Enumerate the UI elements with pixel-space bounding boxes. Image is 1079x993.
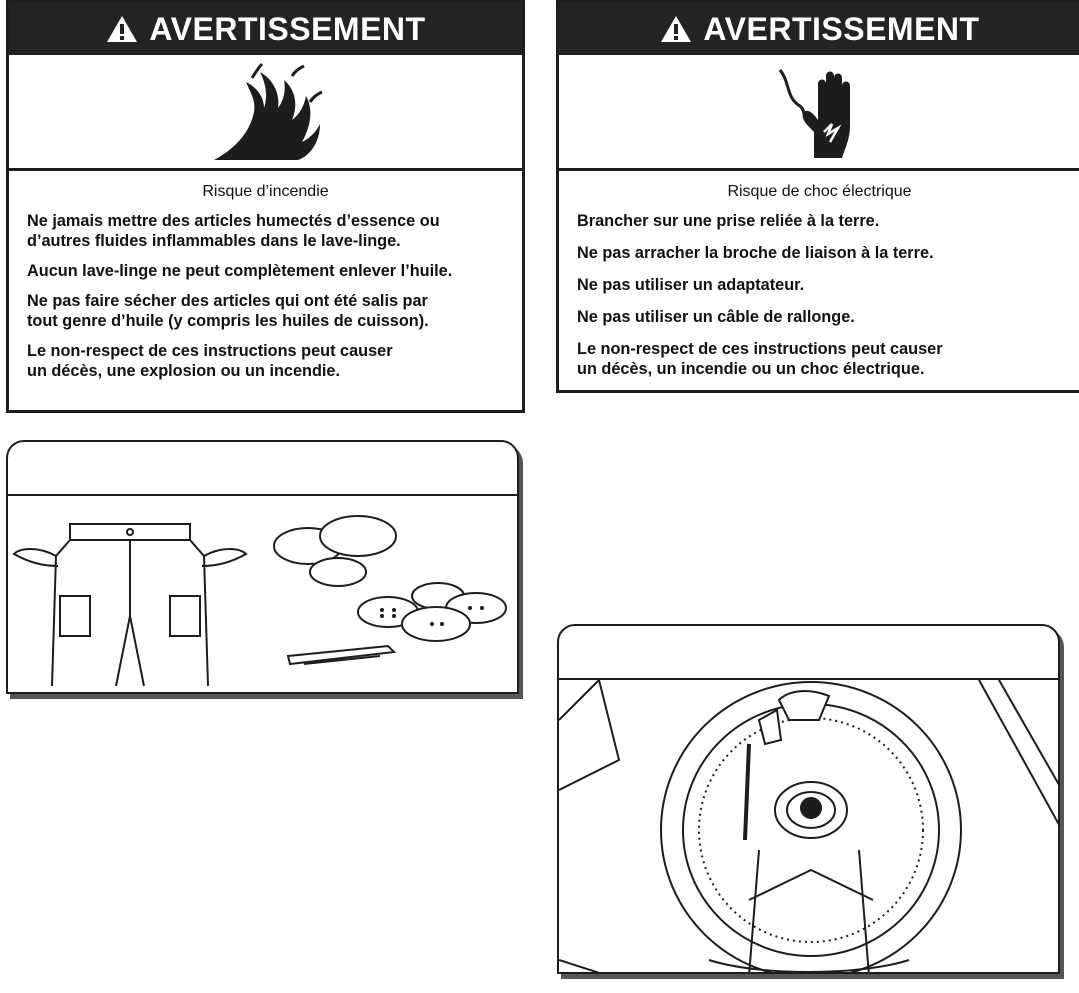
electric-warning-box	[556, 0, 1079, 393]
warning-line: Ne pas utiliser un câble de rallonge.	[577, 308, 855, 326]
panel-header	[8, 442, 517, 496]
warning-line: Aucun lave-linge ne peut complètement enlever l’huile.	[27, 262, 453, 280]
warning-line: Ne jamais mettre des articles humectés d’essence ou d’autres fluides inflammables dans le lave-linge.	[27, 212, 440, 250]
warning-header	[9, 3, 522, 55]
electric-shock-hand-icon	[770, 62, 870, 162]
warning-line: Ne pas arracher la broche de liaison à la terre.	[577, 244, 934, 262]
warning-line: Brancher sur une prise reliée à la terre.	[577, 212, 880, 230]
warning-triangle-icon	[659, 14, 693, 44]
fire-warning-box	[6, 0, 525, 413]
empty-pockets-illustration	[8, 496, 519, 694]
fire-pictogram	[9, 55, 522, 171]
warning-header	[559, 3, 1079, 55]
fire-icon	[206, 62, 326, 162]
warning-line: Le non-respect de ces instructions peut causer un décès, une explosion ou un incendie.	[27, 342, 393, 380]
warning-triangle-icon	[105, 14, 139, 44]
risk-title: Risque d’incendie	[202, 183, 329, 200]
pockets-illustration-panel	[6, 440, 519, 694]
warning-heading: AVERTISSEMENT	[149, 10, 426, 47]
washer-illustration-panel	[557, 624, 1060, 974]
warning-line: Le non-respect de ces instructions peut causer un décès, un incendie ou un choc électrique.	[577, 340, 943, 378]
pouring-detergent-illustration	[559, 680, 1060, 974]
warning-heading: AVERTISSEMENT	[703, 10, 980, 47]
warning-line: Ne pas utiliser un adaptateur.	[577, 276, 805, 294]
warning-line: Ne pas faire sécher des articles qui ont été salis par tout genre d’huile (y compris les huiles de cuisson).	[27, 292, 429, 330]
panel-header	[559, 626, 1058, 680]
risk-title: Risque de choc électrique	[727, 183, 912, 200]
electric-pictogram	[559, 55, 1079, 171]
